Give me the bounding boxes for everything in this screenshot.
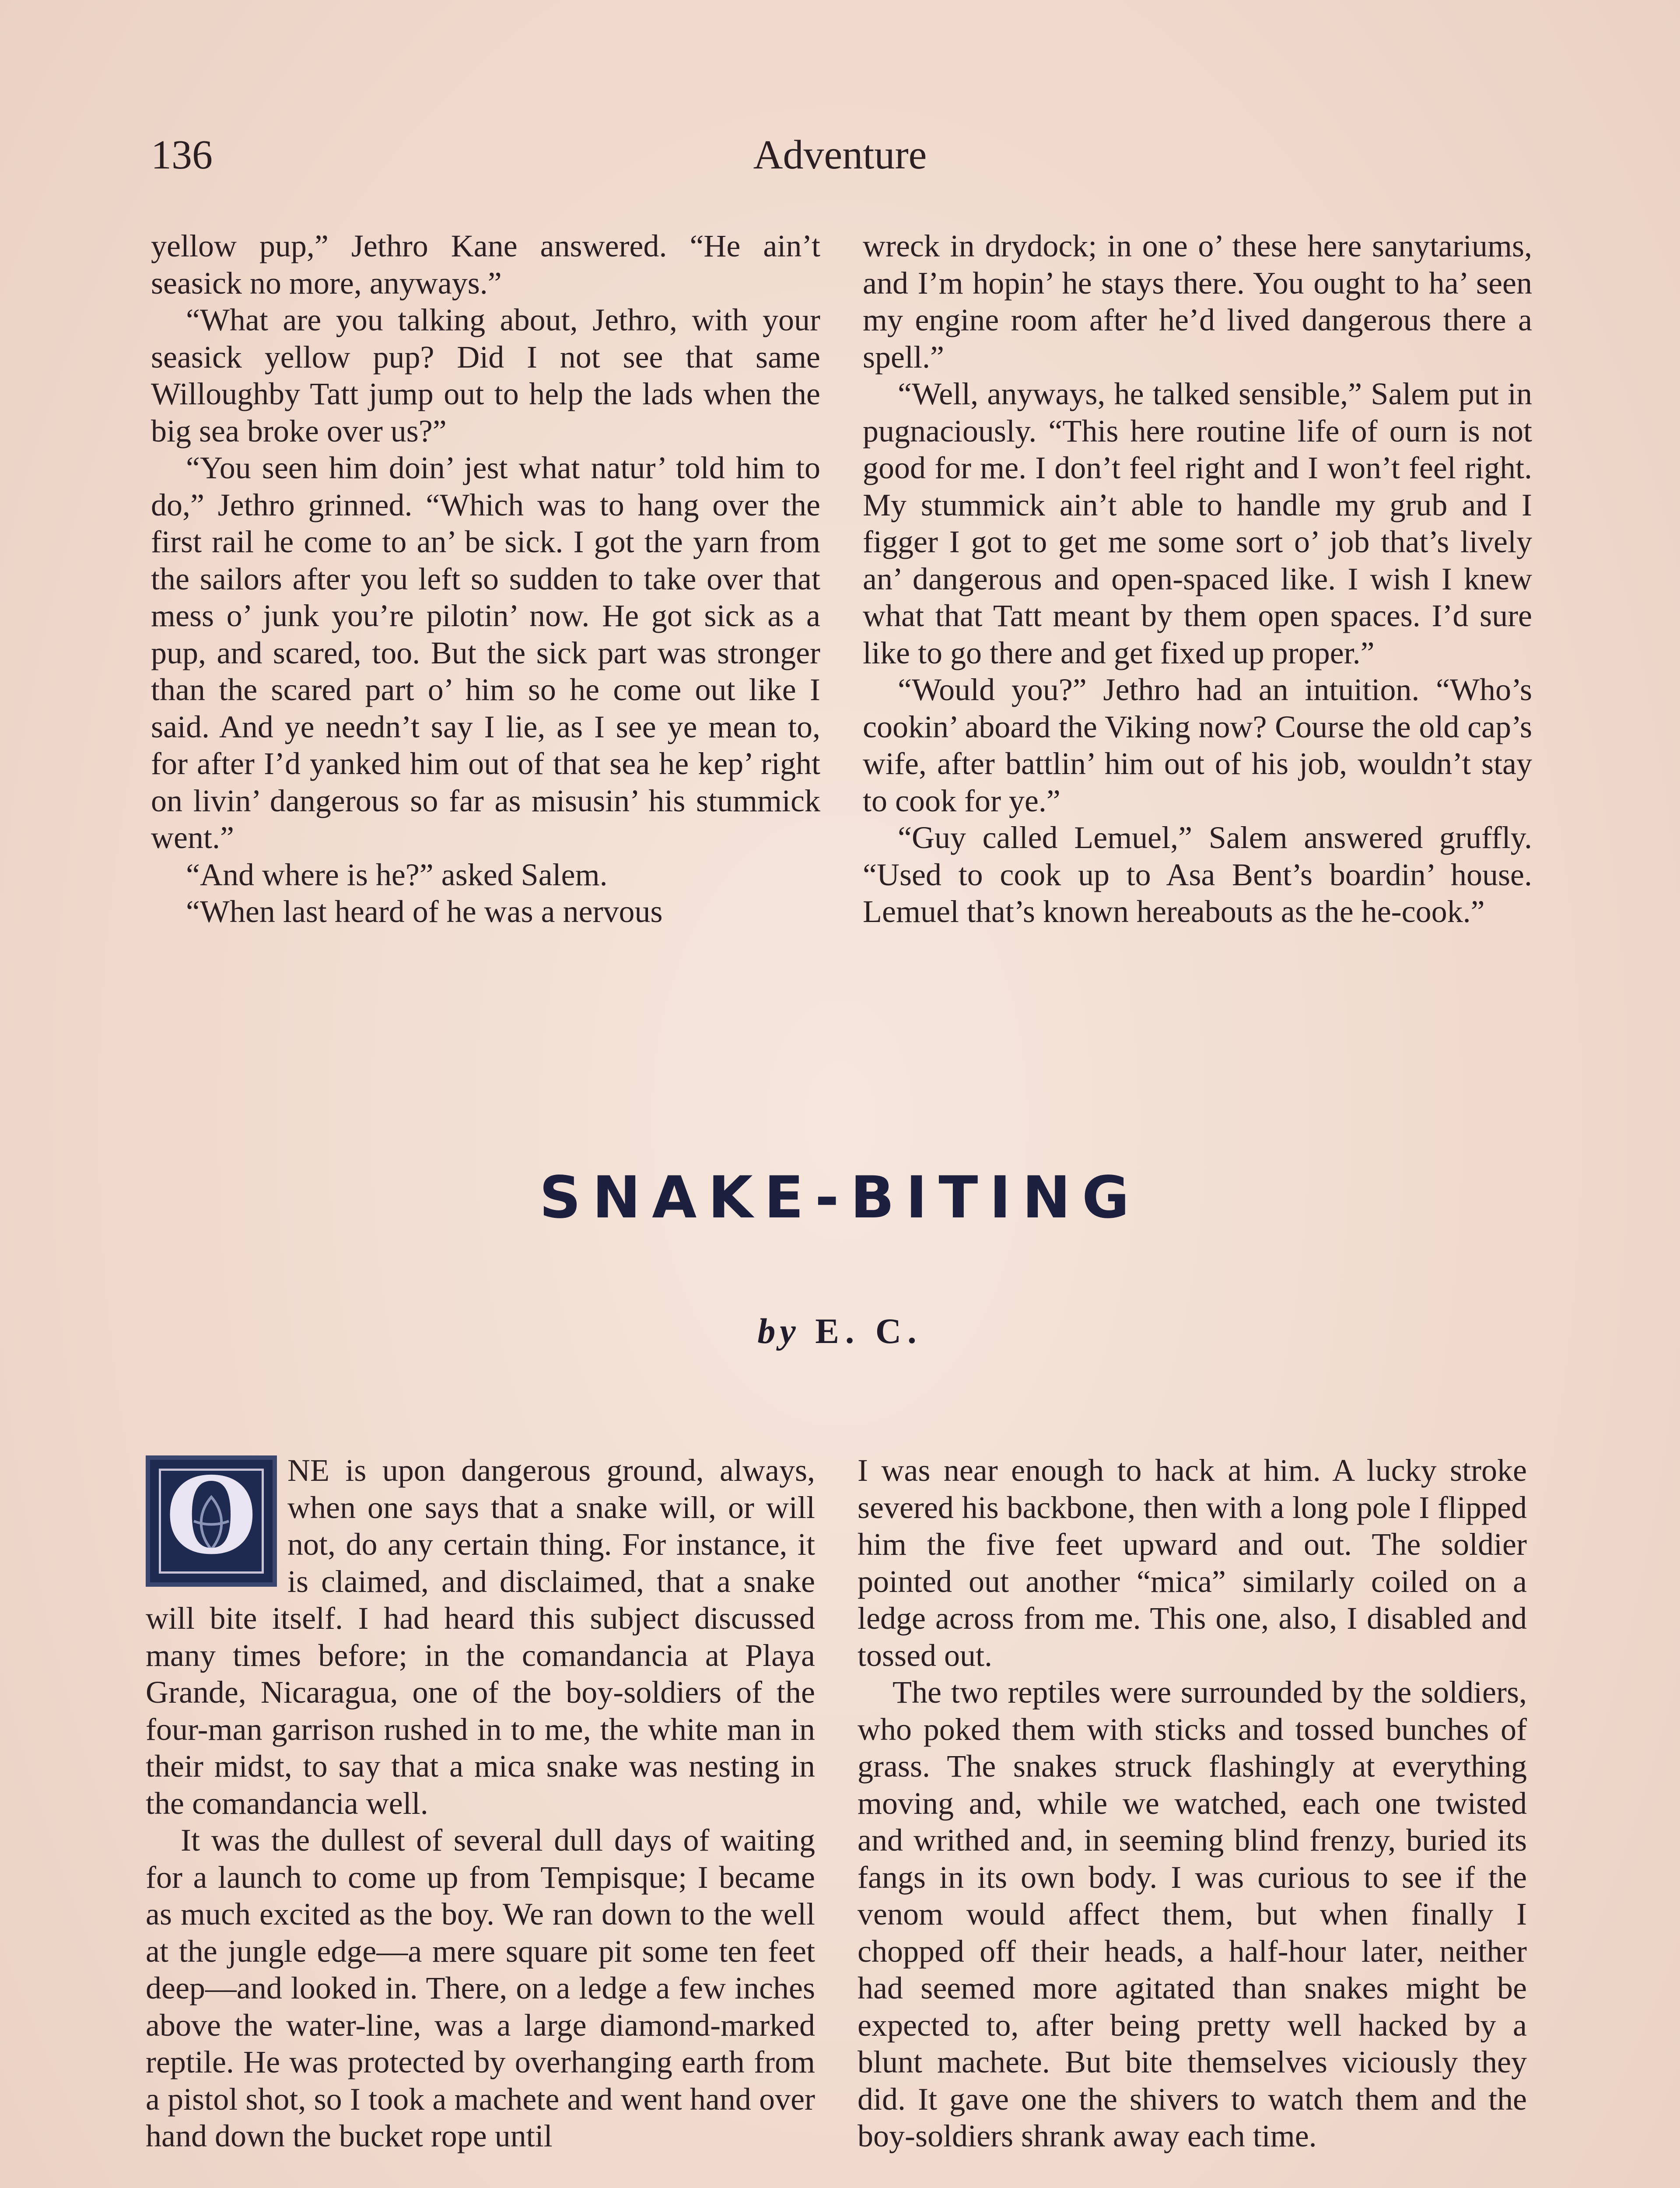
paragraph: “When last heard of he was a nervous	[186, 894, 663, 929]
paragraph: NE is upon dangerous ground, always, when one says that a snake will, or will not, do any certain thing. For instance, it is claimed, and disclaimed, that a snake will bite itself. I had heard this subject discussed many times before; in the comandancia at Playa Grande, Nicaragua, one of the boy-soldiers of the four-man garrison rushed in to me, the white man in their midst, to say that a mica snake was nesting in the comandancia well.	[146, 1453, 815, 1821]
article-byline	[0, 1311, 1680, 1352]
paragraph: The two reptiles were surrounded by the soldiers, who poked them with sticks and tossed bunches of grass. The snakes struck flashingly at everything moving and, while we watched, each one twisted and writhed and, in seeming blind frenzy, buried its fangs in its own body. I was curious to see if the venom would affect them, but when finally I chopped off their heads, a half-hour later, neither had seemed more agitated than snakes might be expected to, after being pretty well hacked by a blunt machete. But bite themselves viciously they did. It gave one the shivers to watch them and the boy-soldiers shrank away each time.	[858, 1675, 1527, 2153]
paragraph: “What are you talking about, Jethro, with your seasick yellow pup? Did I not see that same Willoughby Tatt jump out to help the lads when the big sea broke over us?”	[151, 302, 820, 449]
column-bottom-right	[858, 1452, 1527, 2155]
paragraph: “Well, anyways, he talked sensible,” Salem put in pugnaciously. “This here routine life of ourn is not good for me. I don’t feel right and I won’t feel right. My stummick ain’t able to handle my grub and I figger I got to get me some sort o’ job that’s lively an’ dangerous and open-spaced like. I wish I knew what that Tatt meant by them open spaces. I’d sure like to go there and get fixed up proper.”	[863, 376, 1532, 670]
paragraph: I was near enough to hack at him. A lucky stroke severed his backbone, then with a long pole I flipped him the five feet upward and out. The soldier pointed out another “mica” similarly coiled on a ledge across from me. This one, also, I disabled and tossed out.	[858, 1453, 1527, 1673]
column-bottom-left	[146, 1452, 815, 2155]
paragraph: It was the dullest of several dull days of waiting for a launch to come up from Tempisque; I became as much excited as the boy. We ran down to the well at the jungle edge—a mere square pit some ten feet deep—and looked in. There, on a ledge a few inches above the water-line, was a large diamond-marked reptile. He was protected by overhanging earth from a pistol shot, so I took a machete and went hand over hand down the bucket rope until	[146, 1823, 815, 2153]
drop-cap-letter: O	[165, 1454, 257, 1578]
paragraph: wreck in drydock; in one o’ these here sanytariums, and I’m hopin’ he stays there. You ought to ha’ seen my engine room after he’d lived dangerous there a spell.”	[863, 228, 1532, 375]
paragraph: “Guy called Lemuel,” Salem answered gruffly. “Used to cook up to Asa Bent’s boardin’ house. Lemuel that’s known hereabouts as the he-cook.”	[863, 820, 1532, 929]
page-header	[151, 131, 1529, 197]
paragraph: “Would you?” Jethro had an intuition. “Who’s cookin’ aboard the Viking now? Course the old cap’s wife, after battlin’ him out of his job, wouldn’t stay to cook for ye.”	[863, 672, 1532, 818]
byline-prefix: by	[757, 1311, 800, 1351]
paragraph: “And where is he?” asked Salem.	[186, 857, 608, 892]
paragraph: yellow pup,” Jethro Kane answered. “He ain’t seasick no more, anyways.”	[151, 228, 820, 301]
drop-cap	[146, 1455, 277, 1587]
column-top-right	[863, 228, 1532, 930]
running-title: Adventure	[753, 132, 927, 178]
column-top-left	[151, 228, 820, 930]
byline-author: E. C.	[815, 1311, 923, 1351]
paragraph: “You seen him doin’ jest what natur’ told him to do,” Jethro grinned. “Which was to hang over the first rail he come to an’ be sick. I got the yarn from the sailors after you left so sudden to take over that mess o’ junk you’re pilotin’ now. He got sick as a pup, and scared, too. But the sick part was stronger than the scared part o’ him so he come out like I said. And ye needn’t say I lie, as I see ye mean to, for after I’d yanked him out of that sea he kep’ right on livin’ dangerous so far as misusin’ his stummick went.”	[151, 450, 820, 855]
page-number: 136	[151, 132, 213, 178]
article-title: SNAKE-BITING	[539, 1164, 1141, 1231]
